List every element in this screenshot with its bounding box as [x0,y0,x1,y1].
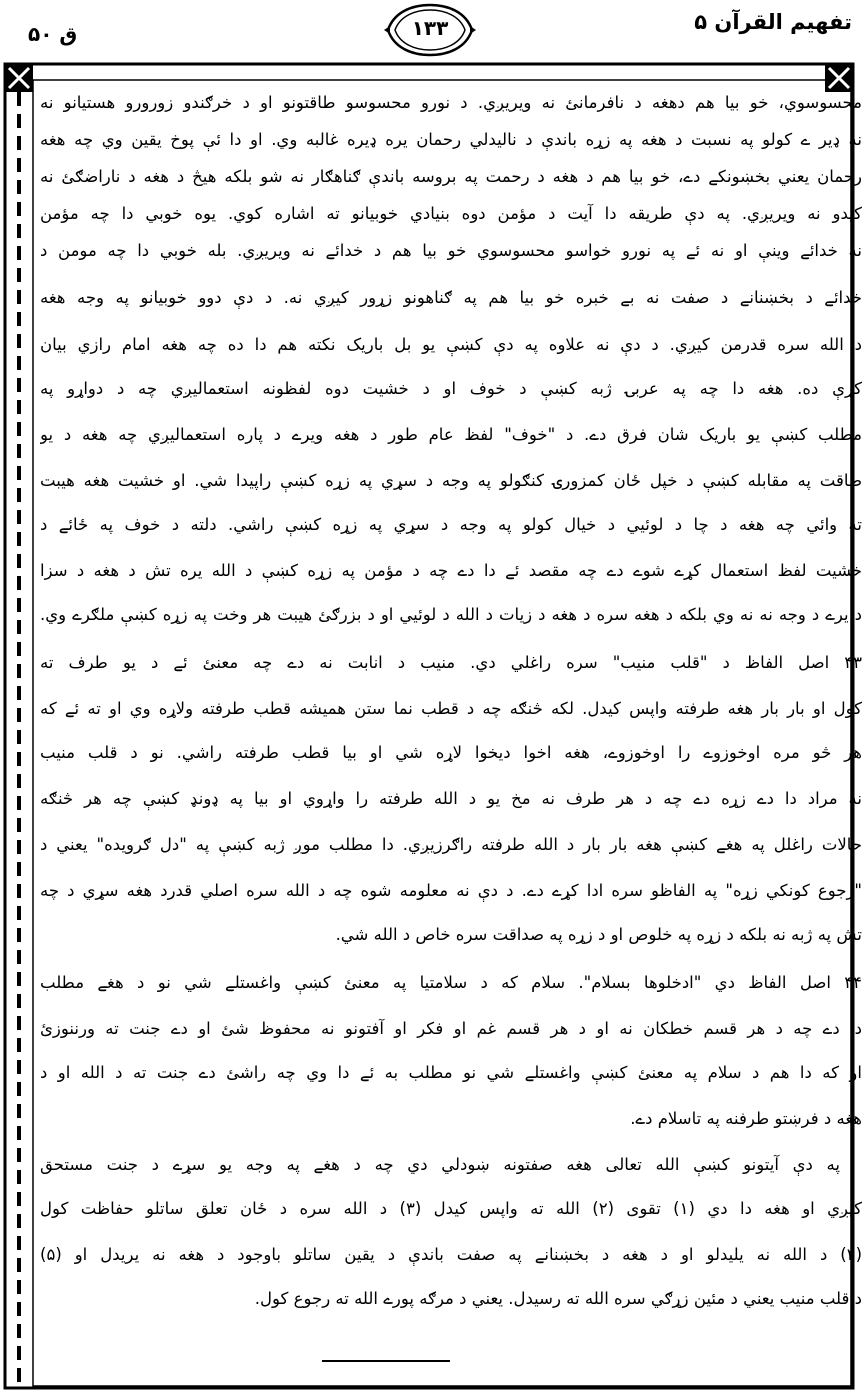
text-line: د قلب منيب يعني د مئين زړګي سره الله ته رسيدل. يعني د مرګه پورے الله ته رجوع کول. [254,1289,862,1308]
page-header [0,0,864,62]
end-rule-divider [322,1360,450,1362]
text-line: هغه د فرښتو طرفنه په تاسلام دے. [630,1109,862,1128]
text-line: ته وائي چه هغه د چا د لوئيي د خيال کولو په وجه د سړي په زړه کښې راشي. دلته د خوف په ځائے د [40,515,862,534]
footnote-43-heading: ۴۳ اصل الفاظ د "قلب منيب" سره راغلي دي. منيب د انابت نه دے چه معنئ ئے د يو طرف ته [40,653,862,672]
text-line: نه خدائے وينې او نه ئے په نورو خواسو محسوسوي خو بيا هم د خدائے نه ويريږي. بله خوبي دا چه مومن د [40,241,862,260]
text-line: "رجوع کونکي زړه" په الفاظو سره ادا کړے دے. د دې نه معلومه شوه چه د الله سره اصلي قدرد هغه سړي د چه [40,881,862,900]
page-number-medallion [382,2,478,58]
text-line: د الله سره قدرمن کيږي. د دې نه علاوه په دې کښې يو بل باريک نکته هم دا ده چه هغه امام رازي بيان [40,335,862,354]
text-line: هر څو مره اوخوزوے را اوخوزوے، هغه اخوا ديخوا لاړه شي او بيا قطب طرفته راشي. نو د قلب منيب [40,743,862,762]
text-line: کول او بار بار هغه طرفته واپس کيدل. لکه څنګه چه د قطب نما ستن هميشه قطب طرفته ولاړه وي او ته ئے که [40,699,862,718]
surah-reference: ق ۵۰ [28,22,78,46]
text-line: کيدو نه ويريږي. په دې طريقه دا آيت د مؤمن دوه بنيادي خوبيانو ته اشاره کوي. يوه خوبي دا چه مؤمن [40,204,862,223]
text-line: محسوسوي، خو بيا هم دهغه د نافرمانئ نه ويريږي. د نورو محسوسو طاقتونو او د خرګندو زورورو هستيانو نه [40,93,862,112]
commentary-text [40,84,862,1384]
text-line: حالات راغلل په هغے کښې هغه بار بار د الله طرفته راګرزيږي. دا مطلب موږ ژبه کښې په "دل ګرويده" يعني د [40,835,862,854]
text-line: نه مراد دا دے زړه دے چه د هر طرف نه مخ يو د الله طرفته را واړوي او بيا په ډونډ کښې چه هر څنګه [40,789,862,808]
page-number: ۱۳۳ [411,16,449,40]
text-line: نه ډير ے کولو په نسبت د هغه په زړه باندې د ناليدلي رحمان يره ډيره غالبه وي. او دا ئې پوخ يقين وي چه هغه [40,130,862,149]
text-line: کړې ده. هغه دا چه په عربۍ ژبه کښې د خوف او د خشيت دوه لفظونه استعماليږي چه د دواړو په [40,379,862,398]
footnote-44-heading: ۴۴ اصل الفاظ دي "ادخلوها بسلام". سلام که د سلامتيا په معنئ کښې واغستلے شي نو د هغے مطلب [40,973,862,992]
text-line: کيږي او هغه دا دي (۱) تقوی (۲) الله ته واپس کيدل (۳) د الله سره د ځان تعلق ساتلو حفاظت کول [40,1199,862,1218]
text-line: تش په ژبه نه بلکه د زړه په خلوص او د زړه په صداقت سره خاص د الله شي. [335,925,862,944]
text-line: (۴) د الله نه يليدلو او د هغه د بخښنانے په صفت باندې د يقين ساتلو باوجود د هغه نه يريدل او (۵) [40,1245,862,1264]
text-line: مطلب کښې يو باريک شان فرق دے. د "خوف" لفظ عام طور د هغه ويرے د پاره استعماليږي چه هغه د يو [40,425,862,444]
text-line: خشيت لفظ استعمال کړے شوے دے چه مقصد ئے دا دے چه د مؤمن په زړه کښې د الله يره تش د هغه د سزا [40,561,862,580]
text-line: رحمان يعني بخښونکے دے، خو بيا هم د هغه د رحمت په بروسه باندې ګناهګار نه شو بلکه هيڅ د هغه د ناراضګئ نه [40,167,862,186]
text-line: دا دے چه د هر قسم خطکان نه او د هر قسم غم او فکر او آفتونو نه محفوظ شئ او دے جنت ته ورننوزئ [40,1019,862,1038]
summary-paragraph-start: په دې آيتونو کښې الله تعالی هغه صفتونه ښودلي دي چه د هغے په وجه يو سړے د جنت مستحق [40,1155,840,1174]
text-line: او که دا هم د سلام په معنئ کښې واغستلے شي نو مطلب به ئے دا وي چه راشئ دے جنت ته د الله او د [40,1063,862,1082]
text-line: طاقت په مقابله کښې د خپل ځان کمزورۍ کنګولو په وجه د سړي په زړه کښې راپيدا شي. او خشيت هغه هيبت [40,471,862,490]
text-line: خدائے د بخښنانے د صفت نه بے خبره خو بيا هم په ګناهونو زړور کيږي نه. د دې دوو خوبيانو په وجه هغه [40,288,862,307]
text-line: د يرے د وجه نه نه وي بلکه د هغه سره د هغه د زيات د الله د لوئيي او د بزرګئ هيبت هر وخت په زړه کښې ملګرے وي. [40,605,862,624]
book-title: تفهیم القرآن ۵ [694,10,852,34]
